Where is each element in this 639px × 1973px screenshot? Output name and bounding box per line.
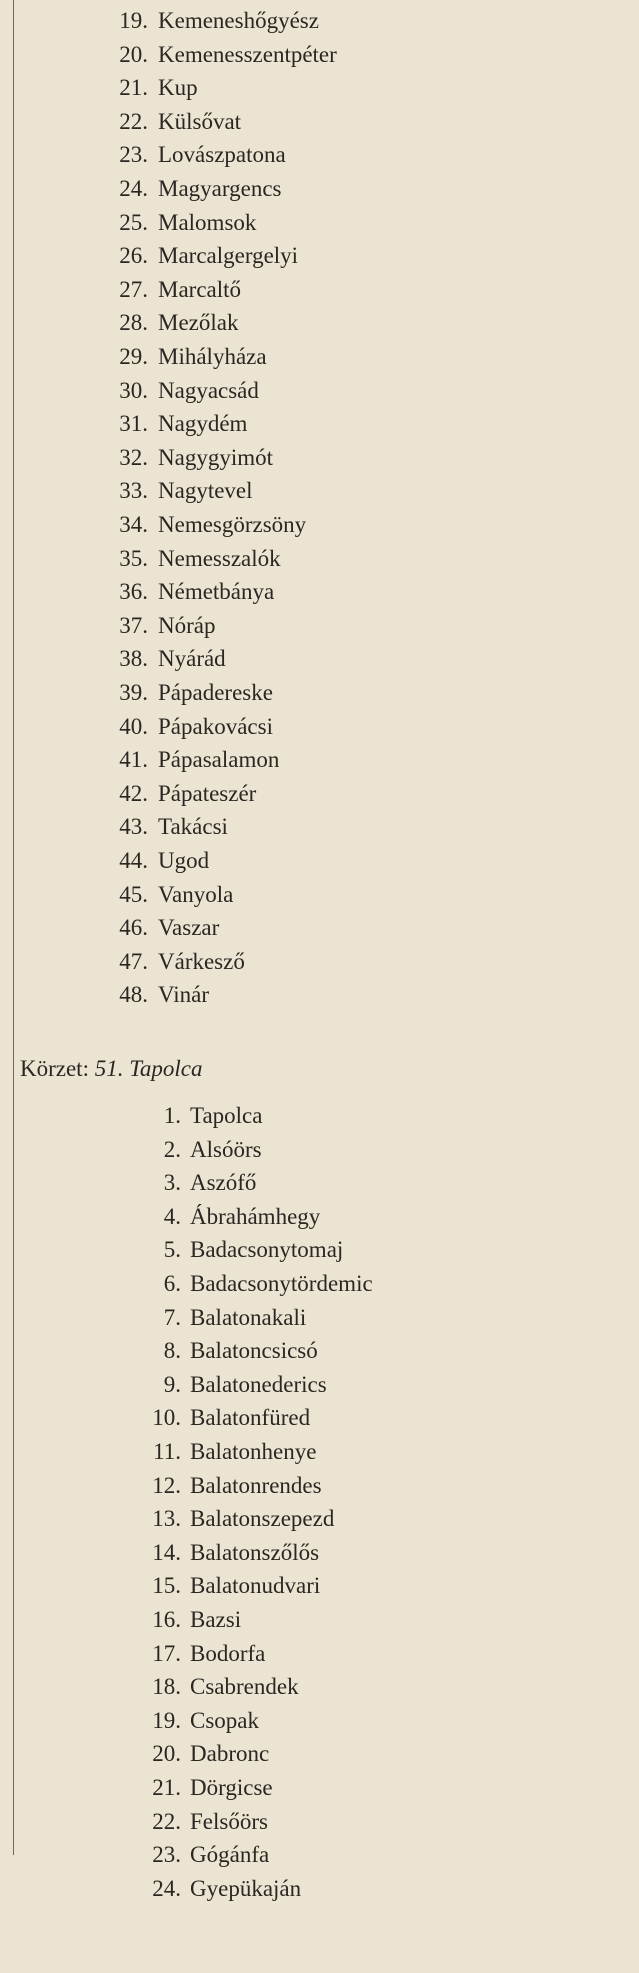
settlement-name: Kemeneshőgyész (158, 8, 319, 33)
item-number: 18. (152, 1674, 181, 1700)
list-item (0, 105, 242, 139)
settlement-name: Mezőlak (158, 310, 239, 336)
item-number: 24. (152, 1875, 181, 1901)
settlement-name: Marcaltő (158, 276, 242, 302)
item-number: 19. (152, 1707, 181, 1733)
item-number: 12. (152, 1472, 181, 1498)
list-item (0, 1469, 322, 1503)
list-item (0, 609, 216, 643)
settlement-name: Balatonszepezd (190, 1506, 335, 1532)
item-number: 3. (163, 1170, 181, 1196)
item-number: 46. (119, 915, 148, 941)
list-item (0, 1872, 302, 1906)
settlement-name: Marcalgergelyi (158, 243, 299, 269)
settlement-name: Malomsok (158, 209, 257, 235)
settlement-name: Vinár (158, 982, 209, 1008)
settlement-name: Dörgicse (190, 1775, 273, 1800)
item-number: 26. (119, 243, 148, 269)
settlement-name: Pápasalamon (158, 747, 280, 773)
settlement-name: Lovászpatona (158, 142, 286, 168)
settlement-name: Dabronc (190, 1741, 270, 1767)
item-number: 34. (119, 512, 148, 537)
list-item (0, 138, 286, 172)
settlement-name: Badacsonytördemic (190, 1271, 373, 1296)
item-number: 16. (152, 1607, 181, 1632)
settlement-name: Csabrendek (190, 1674, 299, 1700)
district-name: 51. Tapolca (94, 1056, 203, 1081)
item-number: 32. (119, 444, 148, 470)
item-number: 7. (163, 1304, 181, 1330)
settlement-name: Balatonederics (190, 1371, 327, 1397)
settlement-name: Ábrahámhegy (190, 1203, 321, 1229)
item-number: 8. (163, 1338, 181, 1364)
list-item (0, 1267, 373, 1301)
settlement-name: Magyargencs (158, 176, 282, 201)
item-number: 6. (163, 1271, 181, 1296)
settlement-name: Alsóörs (190, 1136, 262, 1162)
settlement-name: Badacsonytomaj (190, 1237, 344, 1263)
list-item (0, 508, 307, 542)
settlement-name: Balatonszőlős (190, 1539, 320, 1565)
item-number: 23. (119, 142, 148, 168)
item-number: 24. (119, 176, 148, 201)
list-item (0, 239, 299, 273)
item-number: 23. (152, 1842, 181, 1868)
settlement-name: Pápateszér (158, 780, 257, 806)
settlement-name: Kemenesszentpéter (158, 41, 337, 67)
item-number: 37. (119, 612, 148, 638)
list-item (0, 777, 257, 811)
item-number: 4. (163, 1203, 181, 1229)
settlement-name: Vaszar (158, 915, 220, 941)
list-item (0, 441, 273, 475)
item-number: 20. (119, 41, 148, 67)
settlement-name: Nóráp (158, 612, 216, 638)
settlement-name: Nemesszalók (158, 545, 281, 571)
item-number: 35. (119, 545, 148, 571)
list-item (0, 642, 226, 676)
list-item (0, 4, 319, 38)
list-item (0, 1502, 335, 1536)
settlement-name: Csopak (190, 1707, 259, 1733)
list-item (0, 878, 234, 912)
list-item (0, 844, 210, 878)
item-number: 22. (152, 1808, 181, 1834)
list-item (0, 1301, 307, 1335)
settlement-name: Balatonakali (190, 1304, 307, 1330)
item-number: 40. (119, 713, 148, 739)
list-item (0, 1838, 270, 1872)
settlement-name: Németbánya (158, 579, 275, 605)
settlement-name: Felsőörs (190, 1808, 268, 1834)
settlement-name: Nemesgörzsöny (158, 512, 307, 537)
settlement-name: Balatoncsicsó (190, 1338, 318, 1364)
list-item (0, 172, 282, 206)
settlement-name: Tapolca (190, 1103, 263, 1128)
item-number: 42. (119, 780, 148, 806)
item-number: 14. (152, 1539, 181, 1565)
item-number: 39. (119, 680, 148, 705)
list-item (0, 340, 267, 374)
item-number: 13. (152, 1506, 181, 1532)
list-item (0, 1401, 311, 1435)
list-item (0, 676, 273, 710)
settlement-name: Bazsi (190, 1607, 242, 1632)
list-item (0, 374, 259, 408)
item-number: 19. (119, 8, 148, 33)
settlement-name: Gyepükaján (190, 1875, 302, 1901)
item-number: 31. (119, 411, 148, 437)
item-number: 38. (119, 646, 148, 672)
settlement-name: Balatonudvari (190, 1573, 321, 1599)
item-number: 27. (119, 276, 148, 302)
item-number: 21. (119, 75, 148, 101)
list-item (0, 1233, 344, 1267)
settlement-name: Kup (158, 75, 198, 101)
item-number: 21. (152, 1775, 181, 1800)
list-item (0, 743, 280, 777)
settlement-name: Pápakovácsi (158, 713, 273, 739)
item-number: 2. (163, 1136, 181, 1162)
list-item (0, 1368, 327, 1402)
settlement-name: Vanyola (158, 881, 234, 907)
settlement-name: Pápadereske (158, 680, 273, 705)
item-number: 30. (119, 377, 148, 403)
list-item (0, 1704, 259, 1738)
list-item (0, 1603, 242, 1637)
settlement-name: Nagydém (158, 411, 248, 437)
list-item (0, 407, 248, 441)
list-item (0, 1637, 266, 1671)
settlement-name: Mihályháza (158, 344, 267, 369)
list-item (0, 1536, 320, 1570)
list-item (0, 1334, 318, 1368)
list-item (0, 1569, 321, 1603)
item-number: 10. (152, 1405, 181, 1431)
settlement-name: Balatonhenye (190, 1439, 317, 1464)
item-number: 41. (119, 747, 148, 773)
item-number: 48. (119, 982, 148, 1008)
settlement-name: Ugod (158, 848, 210, 873)
item-number: 33. (119, 478, 148, 504)
item-number: 20. (152, 1741, 181, 1767)
list-item (0, 71, 198, 105)
settlement-name: Várkesző (158, 948, 245, 974)
item-number: 22. (119, 108, 148, 134)
list-item (0, 1670, 299, 1704)
list-item (0, 810, 228, 844)
list-item (0, 1133, 262, 1167)
list-item (0, 38, 337, 72)
list-item (0, 1805, 268, 1839)
list-item (0, 206, 257, 240)
item-number: 36. (119, 579, 148, 605)
item-number: 45. (119, 881, 148, 907)
list-item (0, 978, 209, 1012)
item-number: 28. (119, 310, 148, 336)
list-item (0, 1737, 270, 1771)
item-number: 1. (163, 1103, 181, 1128)
item-number: 43. (119, 814, 148, 840)
item-number: 11. (153, 1439, 181, 1464)
settlement-name: Balatonfüred (190, 1405, 311, 1431)
item-number: 29. (119, 344, 148, 369)
item-number: 17. (152, 1640, 181, 1666)
item-number: 15. (152, 1573, 181, 1599)
list-item (0, 575, 275, 609)
list-item (0, 945, 245, 979)
settlement-name: Gógánfa (190, 1842, 270, 1868)
settlement-name: Nagygyimót (158, 444, 273, 470)
item-number: 47. (119, 948, 148, 974)
settlement-name: Takácsi (158, 814, 228, 840)
settlement-name: Nagytevel (158, 478, 253, 504)
item-number: 25. (119, 209, 148, 235)
settlement-name: Nyárád (158, 646, 226, 672)
list-item (0, 1200, 321, 1234)
list-item (0, 1166, 257, 1200)
settlement-name: Bodorfa (190, 1640, 266, 1666)
district-label: Körzet: (20, 1056, 89, 1081)
list-item (0, 273, 242, 307)
list-item (0, 306, 239, 340)
settlement-name: Külsővat (158, 108, 242, 134)
list-item (0, 1435, 317, 1469)
district-heading (20, 1052, 203, 1086)
list-item (0, 474, 253, 508)
item-number: 5. (163, 1237, 181, 1263)
settlement-name: Aszófő (190, 1170, 257, 1196)
list-item (0, 1771, 273, 1805)
item-number: 44. (119, 848, 148, 873)
list-item (0, 710, 273, 744)
settlement-name: Nagyacsád (158, 377, 259, 403)
list-item (0, 911, 220, 945)
list-item (0, 1099, 263, 1133)
list-item (0, 542, 281, 576)
item-number: 9. (163, 1371, 181, 1397)
settlement-name: Balatonrendes (190, 1472, 322, 1498)
